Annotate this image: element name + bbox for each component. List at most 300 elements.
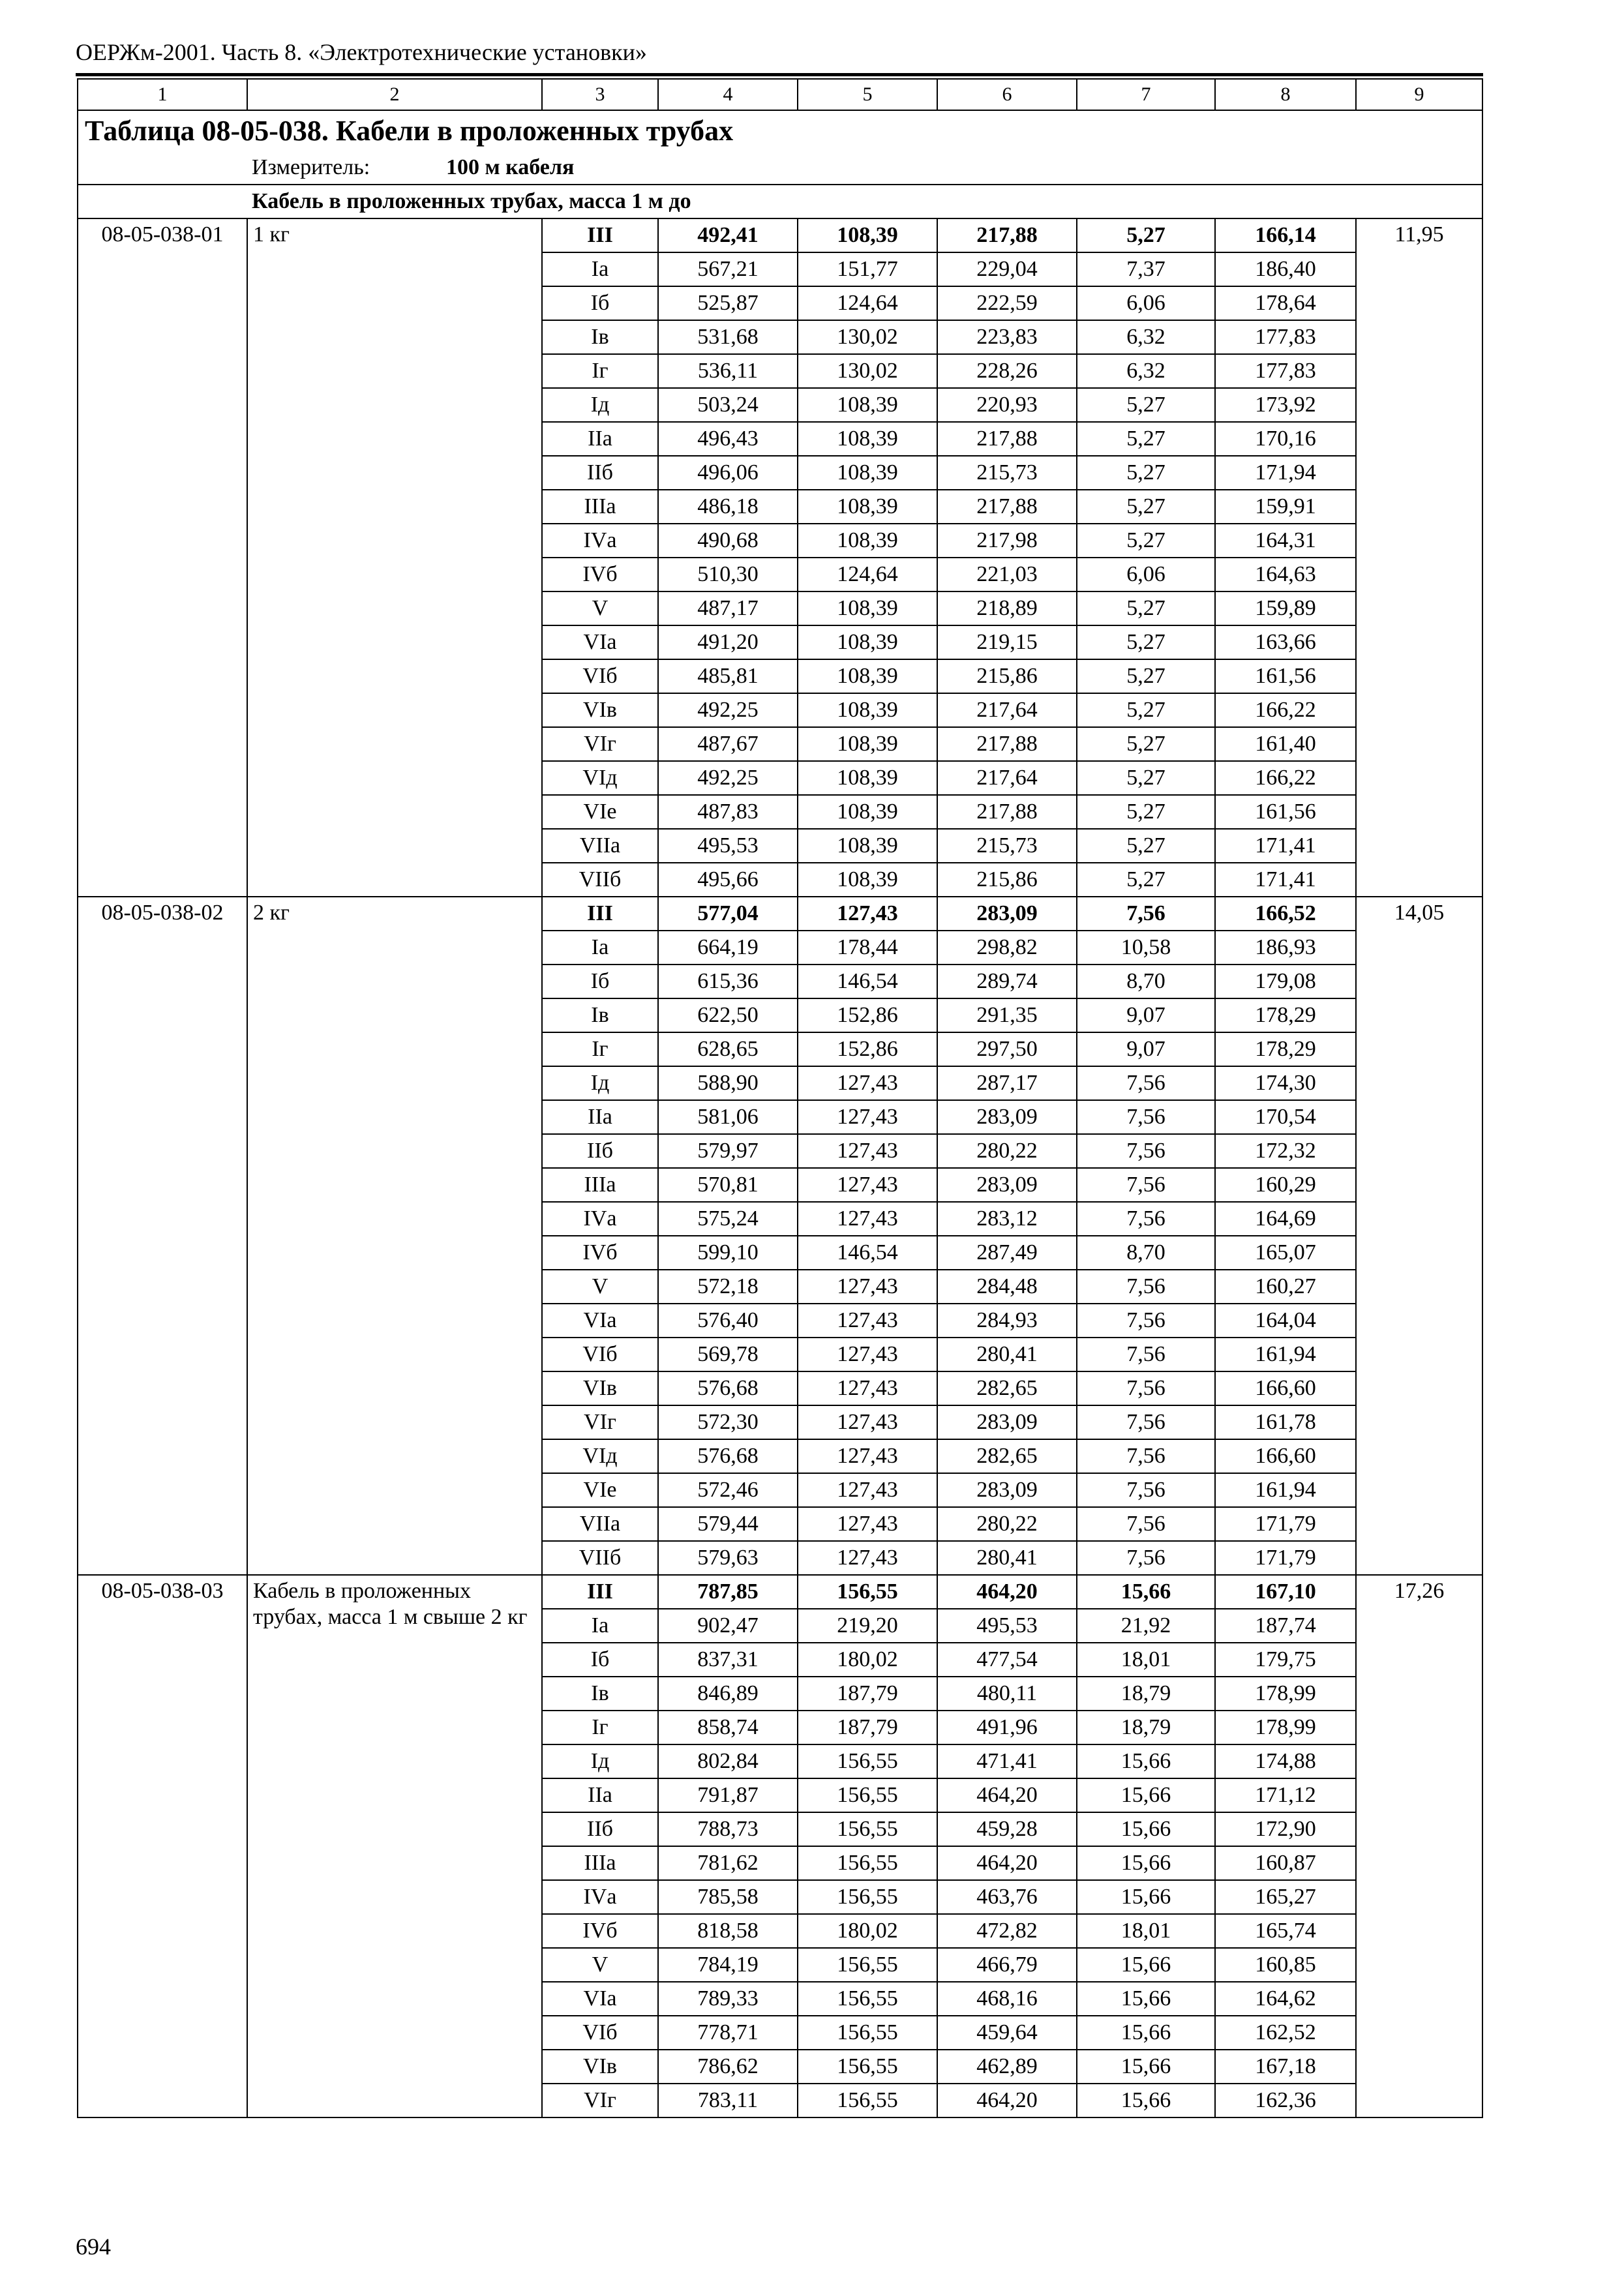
zone-code: Iв xyxy=(542,320,658,354)
value-col7: 5,27 xyxy=(1077,422,1215,456)
column-number: 5 xyxy=(798,79,937,110)
zone-code: VIа xyxy=(542,1304,658,1338)
zone-code: V xyxy=(542,1270,658,1304)
zone-code: VIб xyxy=(542,1338,658,1371)
value-col8: 186,93 xyxy=(1215,931,1356,965)
rate-code: 08-05-038-01 xyxy=(78,218,247,897)
value-col6: 215,73 xyxy=(937,829,1077,863)
header-rule xyxy=(76,73,1483,76)
value-col6: 280,22 xyxy=(937,1134,1077,1168)
value-col8: 164,69 xyxy=(1215,1202,1356,1236)
value-col5: 127,43 xyxy=(798,1100,937,1134)
value-col6: 289,74 xyxy=(937,965,1077,998)
value-col5: 108,39 xyxy=(798,761,937,795)
value-col8: 179,75 xyxy=(1215,1643,1356,1677)
value-col8: 160,29 xyxy=(1215,1168,1356,1202)
value-col8: 171,41 xyxy=(1215,863,1356,897)
value-col8: 171,12 xyxy=(1215,1778,1356,1812)
column-number: 1 xyxy=(78,79,247,110)
value-col5: 108,39 xyxy=(798,524,937,558)
section-cell xyxy=(78,185,1482,218)
table-title: Таблица 08-05-038. Кабели в проложенных трубах xyxy=(78,110,1482,151)
value-col7: 7,56 xyxy=(1077,1541,1215,1575)
value-col6: 464,20 xyxy=(937,1846,1077,1880)
value-col8: 179,08 xyxy=(1215,965,1356,998)
section-title: Кабель в проложенных трубах, масса 1 м до xyxy=(252,189,691,213)
value-col5: 127,43 xyxy=(798,1134,937,1168)
value-col8: 173,92 xyxy=(1215,388,1356,422)
value-col5: 219,20 xyxy=(798,1609,937,1643)
value-col4: 615,36 xyxy=(658,965,798,998)
value-col4: 576,68 xyxy=(658,1439,798,1473)
value-col7: 5,27 xyxy=(1077,863,1215,897)
zone-code: Iв xyxy=(542,998,658,1032)
zone-code: IIIа xyxy=(542,1846,658,1880)
value-col8: 161,56 xyxy=(1215,795,1356,829)
zone-code: III xyxy=(542,1575,658,1609)
column-number: 7 xyxy=(1077,79,1215,110)
value-col5: 156,55 xyxy=(798,1575,937,1609)
value-col5: 146,54 xyxy=(798,1236,937,1270)
zone-code: VIб xyxy=(542,2016,658,2050)
zone-code: VIа xyxy=(542,1982,658,2016)
value-col5: 127,43 xyxy=(798,1541,937,1575)
value-col4: 622,50 xyxy=(658,998,798,1032)
value-col7: 7,56 xyxy=(1077,1304,1215,1338)
value-col6: 464,20 xyxy=(937,1575,1077,1609)
value-col5: 180,02 xyxy=(798,1643,937,1677)
value-col4: 787,85 xyxy=(658,1575,798,1609)
value-col8: 161,78 xyxy=(1215,1405,1356,1439)
value-col7: 21,92 xyxy=(1077,1609,1215,1643)
value-col5: 108,39 xyxy=(798,795,937,829)
value-col5: 127,43 xyxy=(798,1270,937,1304)
value-col4: 510,30 xyxy=(658,558,798,591)
zone-code: VIв xyxy=(542,1371,658,1405)
value-col7: 7,56 xyxy=(1077,1405,1215,1439)
value-col6: 297,50 xyxy=(937,1032,1077,1066)
zone-code: Iд xyxy=(542,1744,658,1778)
value-col8: 166,52 xyxy=(1215,897,1356,931)
column-number: 8 xyxy=(1215,79,1356,110)
value-col4: 503,24 xyxy=(658,388,798,422)
value-col6: 215,73 xyxy=(937,456,1077,490)
value-col5: 127,43 xyxy=(798,1304,937,1338)
value-col6: 219,15 xyxy=(937,625,1077,659)
value-col7: 8,70 xyxy=(1077,1236,1215,1270)
value-col6: 217,88 xyxy=(937,490,1077,524)
value-col4: 536,11 xyxy=(658,354,798,388)
zone-code: VIб xyxy=(542,659,658,693)
value-col8: 161,40 xyxy=(1215,727,1356,761)
zone-code: VIг xyxy=(542,727,658,761)
value-col4: 570,81 xyxy=(658,1168,798,1202)
table-row xyxy=(78,1575,1482,1609)
value-col8: 166,60 xyxy=(1215,1439,1356,1473)
value-col4: 579,63 xyxy=(658,1541,798,1575)
value-col6: 468,16 xyxy=(937,1982,1077,2016)
value-col4: 572,30 xyxy=(658,1405,798,1439)
value-col7: 15,66 xyxy=(1077,2050,1215,2084)
value-col6: 280,22 xyxy=(937,1507,1077,1541)
value-col4: 567,21 xyxy=(658,252,798,286)
value-col7: 9,07 xyxy=(1077,998,1215,1032)
value-col6: 282,65 xyxy=(937,1371,1077,1405)
value-col7: 18,79 xyxy=(1077,1711,1215,1744)
value-col5: 124,64 xyxy=(798,286,937,320)
column-number: 3 xyxy=(542,79,658,110)
value-col8: 159,89 xyxy=(1215,591,1356,625)
section-row xyxy=(78,185,1482,218)
value-col9: 17,26 xyxy=(1356,1575,1482,2117)
rate-description: Кабель в проложенных трубах, масса 1 м свыше 2 кг xyxy=(247,1575,542,2117)
unit-value: 100 м кабеля xyxy=(446,155,575,179)
value-col5: 156,55 xyxy=(798,1948,937,1982)
value-col4: 492,25 xyxy=(658,761,798,795)
zone-code: VIг xyxy=(542,1405,658,1439)
value-col7: 5,27 xyxy=(1077,625,1215,659)
value-col8: 172,32 xyxy=(1215,1134,1356,1168)
zone-code: VIг xyxy=(542,2084,658,2117)
zone-code: Iа xyxy=(542,931,658,965)
value-col6: 491,96 xyxy=(937,1711,1077,1744)
value-col4: 525,87 xyxy=(658,286,798,320)
value-col8: 172,90 xyxy=(1215,1812,1356,1846)
value-col8: 160,87 xyxy=(1215,1846,1356,1880)
value-col7: 7,56 xyxy=(1077,1371,1215,1405)
value-col6: 291,35 xyxy=(937,998,1077,1032)
value-col7: 15,66 xyxy=(1077,1778,1215,1812)
value-col7: 7,37 xyxy=(1077,252,1215,286)
rate-code: 08-05-038-03 xyxy=(78,1575,247,2117)
value-col4: 491,20 xyxy=(658,625,798,659)
zone-code: Iд xyxy=(542,1066,658,1100)
value-col7: 6,32 xyxy=(1077,354,1215,388)
value-col8: 187,74 xyxy=(1215,1609,1356,1643)
zone-code: V xyxy=(542,1948,658,1982)
value-col7: 7,56 xyxy=(1077,897,1215,931)
value-col6: 217,88 xyxy=(937,795,1077,829)
value-col7: 15,66 xyxy=(1077,1812,1215,1846)
value-col8: 186,40 xyxy=(1215,252,1356,286)
value-col7: 5,27 xyxy=(1077,218,1215,252)
value-col6: 466,79 xyxy=(937,1948,1077,1982)
value-col4: 576,68 xyxy=(658,1371,798,1405)
zone-code: III xyxy=(542,897,658,931)
value-col6: 480,11 xyxy=(937,1677,1077,1711)
value-col7: 5,27 xyxy=(1077,727,1215,761)
value-col6: 217,88 xyxy=(937,727,1077,761)
value-col8: 161,94 xyxy=(1215,1338,1356,1371)
value-col8: 178,99 xyxy=(1215,1677,1356,1711)
value-col8: 164,63 xyxy=(1215,558,1356,591)
value-col5: 156,55 xyxy=(798,2050,937,2084)
column-number: 6 xyxy=(937,79,1077,110)
value-col5: 156,55 xyxy=(798,2084,937,2117)
value-col6: 459,28 xyxy=(937,1812,1077,1846)
value-col6: 218,89 xyxy=(937,591,1077,625)
zone-code: IIIа xyxy=(542,490,658,524)
zone-code: Iа xyxy=(542,1609,658,1643)
zone-code: VIд xyxy=(542,1439,658,1473)
value-col8: 163,66 xyxy=(1215,625,1356,659)
zone-code: IIIа xyxy=(542,1168,658,1202)
rates-table xyxy=(77,78,1483,2118)
zone-code: VIв xyxy=(542,2050,658,2084)
zone-code: VIа xyxy=(542,625,658,659)
value-col6: 221,03 xyxy=(937,558,1077,591)
value-col8: 165,07 xyxy=(1215,1236,1356,1270)
value-col7: 5,27 xyxy=(1077,795,1215,829)
value-col5: 152,86 xyxy=(798,1032,937,1066)
value-col7: 7,56 xyxy=(1077,1338,1215,1371)
value-col5: 108,39 xyxy=(798,456,937,490)
zone-code: VIв xyxy=(542,693,658,727)
value-col9: 11,95 xyxy=(1356,218,1482,897)
value-col5: 156,55 xyxy=(798,1812,937,1846)
value-col4: 664,19 xyxy=(658,931,798,965)
zone-code: IIб xyxy=(542,456,658,490)
value-col8: 166,60 xyxy=(1215,1371,1356,1405)
value-col5: 127,43 xyxy=(798,1507,937,1541)
value-col5: 108,39 xyxy=(798,659,937,693)
value-col6: 215,86 xyxy=(937,659,1077,693)
value-col6: 217,88 xyxy=(937,218,1077,252)
zone-code: VIIб xyxy=(542,863,658,897)
value-col8: 165,27 xyxy=(1215,1880,1356,1914)
value-col8: 167,18 xyxy=(1215,2050,1356,2084)
value-col7: 6,06 xyxy=(1077,286,1215,320)
value-col4: 778,71 xyxy=(658,2016,798,2050)
value-col5: 108,39 xyxy=(798,829,937,863)
value-col4: 579,44 xyxy=(658,1507,798,1541)
value-col8: 164,31 xyxy=(1215,524,1356,558)
value-col4: 846,89 xyxy=(658,1677,798,1711)
value-col7: 7,56 xyxy=(1077,1066,1215,1100)
value-col6: 477,54 xyxy=(937,1643,1077,1677)
value-col4: 496,06 xyxy=(658,456,798,490)
value-col7: 7,56 xyxy=(1077,1168,1215,1202)
rate-code: 08-05-038-02 xyxy=(78,897,247,1575)
value-col7: 15,66 xyxy=(1077,1948,1215,1982)
value-col7: 7,56 xyxy=(1077,1507,1215,1541)
zone-code: IIб xyxy=(542,1812,658,1846)
value-col4: 487,17 xyxy=(658,591,798,625)
value-col6: 283,09 xyxy=(937,1473,1077,1507)
value-col4: 788,73 xyxy=(658,1812,798,1846)
value-col8: 170,16 xyxy=(1215,422,1356,456)
value-col7: 5,27 xyxy=(1077,388,1215,422)
value-col7: 18,79 xyxy=(1077,1677,1215,1711)
value-col6: 220,93 xyxy=(937,388,1077,422)
value-col7: 6,32 xyxy=(1077,320,1215,354)
value-col5: 108,39 xyxy=(798,693,937,727)
value-col8: 171,79 xyxy=(1215,1541,1356,1575)
zone-code: VIд xyxy=(542,761,658,795)
value-col4: 487,67 xyxy=(658,727,798,761)
value-col6: 283,09 xyxy=(937,1168,1077,1202)
value-col6: 459,64 xyxy=(937,2016,1077,2050)
value-col8: 178,64 xyxy=(1215,286,1356,320)
table-row xyxy=(78,218,1482,252)
value-col5: 127,43 xyxy=(798,1066,937,1100)
value-col7: 5,27 xyxy=(1077,524,1215,558)
value-col7: 5,27 xyxy=(1077,761,1215,795)
value-col5: 156,55 xyxy=(798,2016,937,2050)
value-col4: 789,33 xyxy=(658,1982,798,2016)
value-col6: 471,41 xyxy=(937,1744,1077,1778)
value-col5: 108,39 xyxy=(798,625,937,659)
zone-code: IVб xyxy=(542,558,658,591)
value-col6: 222,59 xyxy=(937,286,1077,320)
value-col8: 166,22 xyxy=(1215,693,1356,727)
value-col6: 283,09 xyxy=(937,1405,1077,1439)
value-col7: 5,27 xyxy=(1077,591,1215,625)
value-col6: 463,76 xyxy=(937,1880,1077,1914)
value-col4: 531,68 xyxy=(658,320,798,354)
value-col7: 7,56 xyxy=(1077,1100,1215,1134)
table-title-row xyxy=(78,110,1482,151)
value-col8: 171,79 xyxy=(1215,1507,1356,1541)
unit-label: Измеритель: xyxy=(252,155,370,179)
value-col8: 177,83 xyxy=(1215,320,1356,354)
value-col9: 14,05 xyxy=(1356,897,1482,1575)
zone-code: Iв xyxy=(542,1677,658,1711)
value-col8: 166,22 xyxy=(1215,761,1356,795)
rate-description: 1 кг xyxy=(247,218,542,897)
zone-code: IVа xyxy=(542,1202,658,1236)
value-col6: 284,48 xyxy=(937,1270,1077,1304)
value-col5: 124,64 xyxy=(798,558,937,591)
value-col6: 280,41 xyxy=(937,1338,1077,1371)
value-col7: 15,66 xyxy=(1077,1846,1215,1880)
value-col5: 108,39 xyxy=(798,218,937,252)
value-col4: 572,18 xyxy=(658,1270,798,1304)
column-number: 2 xyxy=(247,79,542,110)
zone-code: Iб xyxy=(542,1643,658,1677)
value-col4: 485,81 xyxy=(658,659,798,693)
value-col4: 802,84 xyxy=(658,1744,798,1778)
value-col6: 283,09 xyxy=(937,1100,1077,1134)
value-col5: 130,02 xyxy=(798,320,937,354)
value-col5: 108,39 xyxy=(798,863,937,897)
zone-code: IVа xyxy=(542,1880,658,1914)
zone-code: IVа xyxy=(542,524,658,558)
value-col8: 162,52 xyxy=(1215,2016,1356,2050)
value-col4: 837,31 xyxy=(658,1643,798,1677)
zone-code: Iб xyxy=(542,965,658,998)
value-col4: 575,24 xyxy=(658,1202,798,1236)
zone-code: IVб xyxy=(542,1236,658,1270)
value-col8: 160,85 xyxy=(1215,1948,1356,1982)
value-col4: 818,58 xyxy=(658,1914,798,1948)
unit-cell xyxy=(78,151,1482,185)
value-col6: 464,20 xyxy=(937,1778,1077,1812)
value-col7: 5,27 xyxy=(1077,693,1215,727)
value-col5: 178,44 xyxy=(798,931,937,965)
value-col4: 486,18 xyxy=(658,490,798,524)
value-col4: 784,19 xyxy=(658,1948,798,1982)
value-col4: 492,41 xyxy=(658,218,798,252)
value-col6: 280,41 xyxy=(937,1541,1077,1575)
value-col8: 166,14 xyxy=(1215,218,1356,252)
value-col7: 7,56 xyxy=(1077,1473,1215,1507)
value-col6: 215,86 xyxy=(937,863,1077,897)
value-col6: 229,04 xyxy=(937,252,1077,286)
value-col5: 108,39 xyxy=(798,591,937,625)
value-col5: 152,86 xyxy=(798,998,937,1032)
value-col6: 283,12 xyxy=(937,1202,1077,1236)
rate-description: 2 кг xyxy=(247,897,542,1575)
value-col4: 599,10 xyxy=(658,1236,798,1270)
value-col7: 8,70 xyxy=(1077,965,1215,998)
value-col8: 178,29 xyxy=(1215,998,1356,1032)
zone-code: VIе xyxy=(542,1473,658,1507)
value-col6: 462,89 xyxy=(937,2050,1077,2084)
value-col4: 786,62 xyxy=(658,2050,798,2084)
value-col7: 15,66 xyxy=(1077,1575,1215,1609)
value-col8: 177,83 xyxy=(1215,354,1356,388)
value-col8: 162,36 xyxy=(1215,2084,1356,2117)
value-col6: 283,09 xyxy=(937,897,1077,931)
value-col8: 171,94 xyxy=(1215,456,1356,490)
value-col7: 5,27 xyxy=(1077,659,1215,693)
zone-code: V xyxy=(542,591,658,625)
page-number: 694 xyxy=(76,2234,111,2260)
value-col5: 127,43 xyxy=(798,1338,937,1371)
value-col7: 7,56 xyxy=(1077,1270,1215,1304)
value-col4: 496,43 xyxy=(658,422,798,456)
value-col7: 5,27 xyxy=(1077,829,1215,863)
value-col7: 6,06 xyxy=(1077,558,1215,591)
value-col5: 151,77 xyxy=(798,252,937,286)
value-col8: 167,10 xyxy=(1215,1575,1356,1609)
value-col4: 579,97 xyxy=(658,1134,798,1168)
value-col4: 572,46 xyxy=(658,1473,798,1507)
value-col4: 785,58 xyxy=(658,1880,798,1914)
value-col5: 108,39 xyxy=(798,490,937,524)
value-col4: 569,78 xyxy=(658,1338,798,1371)
value-col6: 217,98 xyxy=(937,524,1077,558)
zone-code: IIб xyxy=(542,1134,658,1168)
table-row xyxy=(78,897,1482,931)
value-col6: 472,82 xyxy=(937,1914,1077,1948)
zone-code: VIIа xyxy=(542,829,658,863)
value-col8: 165,74 xyxy=(1215,1914,1356,1948)
zone-code: Iг xyxy=(542,354,658,388)
value-col8: 178,99 xyxy=(1215,1711,1356,1744)
value-col5: 156,55 xyxy=(798,1846,937,1880)
value-col8: 164,04 xyxy=(1215,1304,1356,1338)
value-col5: 108,39 xyxy=(798,388,937,422)
value-col8: 170,54 xyxy=(1215,1100,1356,1134)
value-col6: 287,17 xyxy=(937,1066,1077,1100)
value-col4: 581,06 xyxy=(658,1100,798,1134)
value-col4: 858,74 xyxy=(658,1711,798,1744)
value-col4: 576,40 xyxy=(658,1304,798,1338)
zone-code: Iа xyxy=(542,252,658,286)
value-col8: 161,56 xyxy=(1215,659,1356,693)
zone-code: Iд xyxy=(542,388,658,422)
value-col7: 15,66 xyxy=(1077,2016,1215,2050)
value-col6: 287,49 xyxy=(937,1236,1077,1270)
value-col4: 781,62 xyxy=(658,1846,798,1880)
column-number: 4 xyxy=(658,79,798,110)
value-col6: 217,64 xyxy=(937,761,1077,795)
column-number-row xyxy=(78,79,1482,110)
zone-code: IIа xyxy=(542,1100,658,1134)
value-col4: 783,11 xyxy=(658,2084,798,2117)
